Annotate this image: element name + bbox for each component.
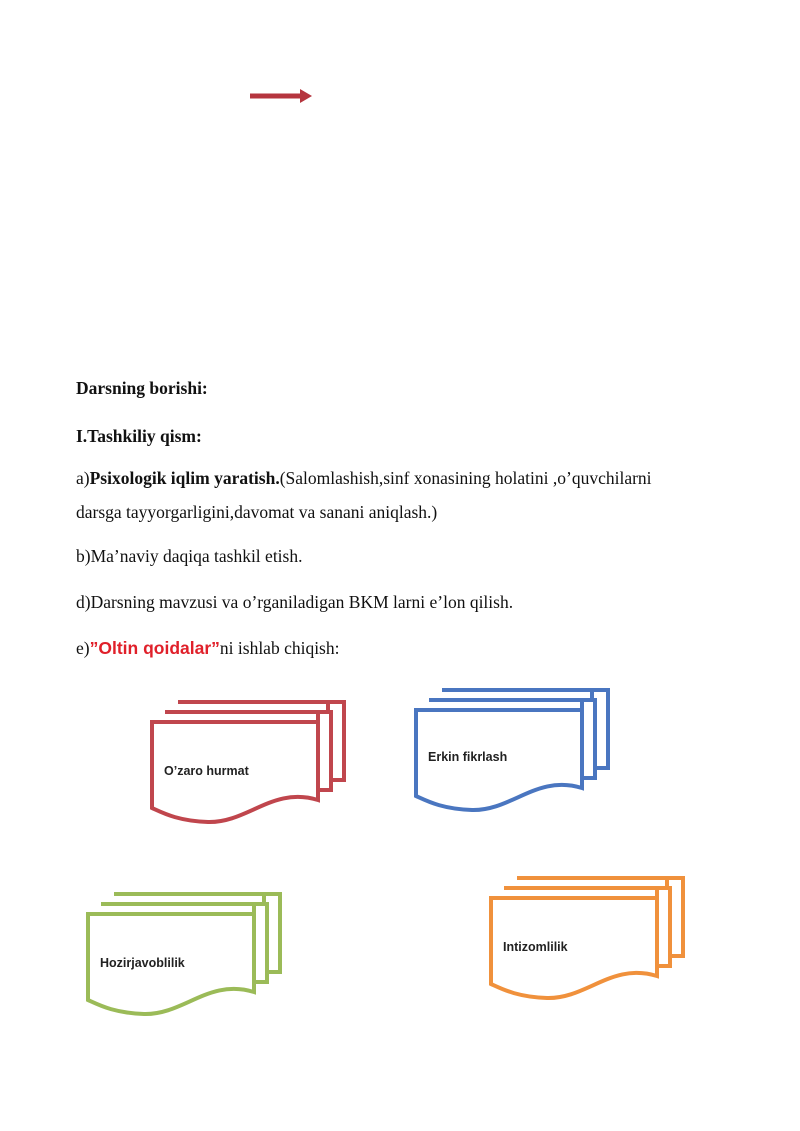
heading: Darsning borishi: [76, 378, 208, 398]
card-label: Hozirjavoblilik [100, 956, 185, 970]
multi-document-shape [148, 698, 350, 828]
card-label: Erkin fikrlash [428, 750, 508, 764]
item-e-highlight: ”Oltin qoidalar” [89, 638, 220, 658]
item-a-rest: (Salomlashish,sinf xonasining holatini ,o’quvchilarni [279, 468, 652, 488]
card-label: Intizomlilik [503, 940, 568, 954]
item-b: b)Ma’naviy daqiqa tashkil etish. [76, 546, 303, 566]
card-label: O’zaro hurmat [164, 764, 249, 778]
item-e [76, 632, 339, 664]
multi-document-shape [84, 890, 286, 1020]
rule-card-discipline [487, 874, 689, 1009]
item-d: d)Darsning mavzusi va o’rganiladigan BKM larni e’lon qilish. [76, 592, 514, 612]
right-arrow-icon [248, 86, 314, 106]
rule-card-free-thinking [412, 686, 614, 821]
item-a-prefix: a) [76, 468, 90, 488]
item-e-prefix: e) [76, 638, 90, 658]
rule-card-mutual-respect [148, 698, 350, 833]
section-title: I.Tashkiliy qism: [76, 426, 202, 446]
item-a-line2: darsga tayyorgarligini,davomat va sanani aniqlash.) [76, 502, 438, 522]
item-a [76, 462, 652, 494]
rule-card-quick-wit [84, 890, 286, 1025]
item-a-bold: Psixologik iqlim yaratish. [89, 468, 280, 488]
item-e-rest: ni ishlab chiqish: [219, 638, 340, 658]
multi-document-shape [487, 874, 689, 1004]
